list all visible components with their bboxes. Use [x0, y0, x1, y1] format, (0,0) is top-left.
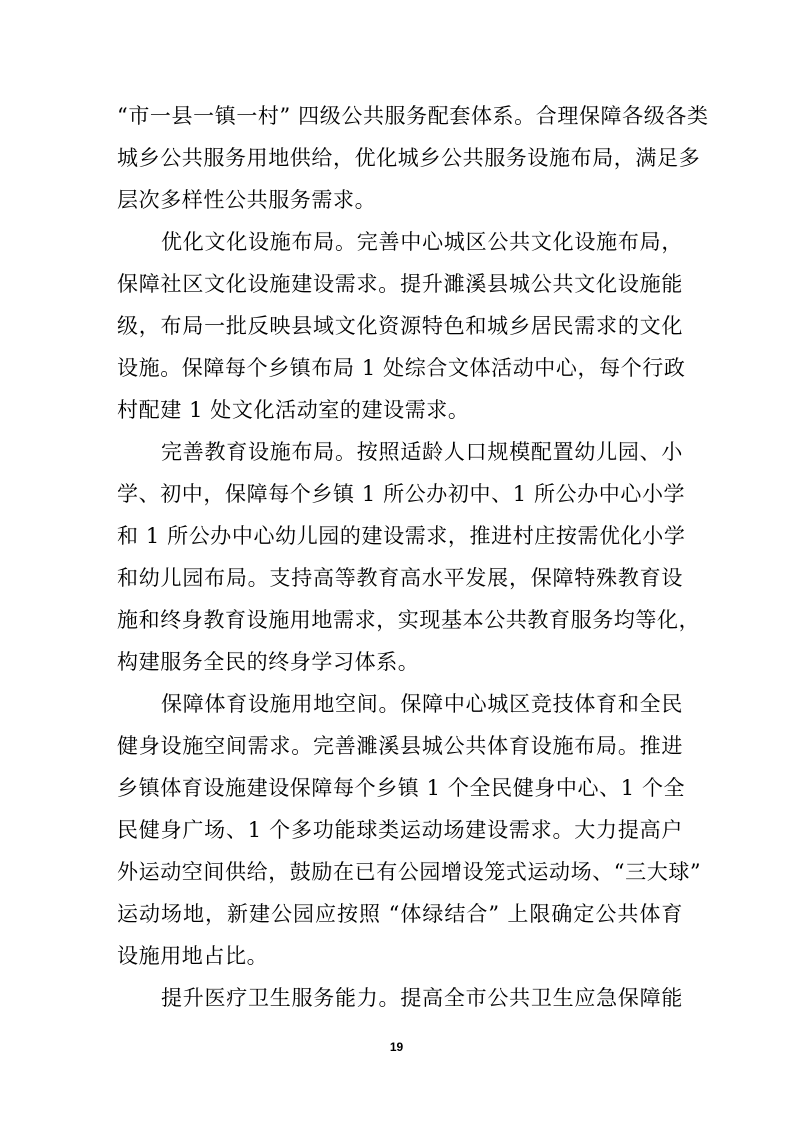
- text-line: 运动场地，新建公园应按照 “体绿结合” 上限确定公共体育: [117, 902, 683, 926]
- document-body: [117, 95, 709, 1019]
- text-line: 城乡公共服务用地供给，优化城乡公共服务设施布局，满足多: [117, 146, 701, 170]
- text-line: 学、初中，保障每个乡镇 1 所公办初中、1 所公办中心小学: [117, 482, 686, 506]
- text-line: 构建服务全民的终身学习体系。: [117, 650, 420, 674]
- text-line: 和幼儿园布局。支持高等教育高水平发展，保障特殊教育设: [117, 566, 683, 590]
- text-line: 设施用地占比。: [117, 944, 269, 968]
- text-line: “市一县一镇一村” 四级公共服务配套体系。合理保障各级各类: [117, 104, 709, 128]
- page-number: 19: [389, 1040, 404, 1054]
- text-line: 优化文化设施布局。完善中心城区公共文化设施布局，: [161, 230, 683, 254]
- text-line: 层次多样性公共服务需求。: [117, 188, 377, 212]
- text-line: 健身设施空间需求。完善濉溪县城公共体育设施布局。推进: [117, 734, 683, 758]
- text-line: 民健身广场、1 个多功能球类运动场建设需求。大力提高户: [117, 818, 683, 842]
- text-line: 乡镇体育设施建设保障每个乡镇 1 个全民健身中心、1 个全: [117, 776, 686, 800]
- text-line: 外运动空间供给，鼓励在已有公园增设笼式运动场、“三大球”: [117, 860, 702, 884]
- text-line: 保障体育设施用地空间。保障中心城区竞技体育和全民: [161, 692, 683, 716]
- text-line: 施和终身教育设施用地需求，实现基本公共教育服务均等化，: [117, 608, 701, 632]
- text-line: 保障社区文化设施建设需求。提升濉溪县城公共文化设施能: [117, 272, 683, 296]
- text-line: 和 1 所公办中心幼儿园的建设需求，推进村庄按需优化小学: [117, 524, 686, 548]
- text-line: 提升医疗卫生服务能力。提高全市公共卫生应急保障能: [161, 986, 683, 1010]
- text-line: 村配建 1 处文化活动室的建设需求。: [117, 398, 470, 422]
- text-line: 设施。保障每个乡镇布局 1 处综合文体活动中心，每个行政: [117, 356, 686, 380]
- text-line: 完善教育设施布局。按照适龄人口规模配置幼儿园、小: [161, 440, 683, 464]
- text-line: 级，布局一批反映县域文化资源特色和城乡居民需求的文化: [117, 314, 683, 338]
